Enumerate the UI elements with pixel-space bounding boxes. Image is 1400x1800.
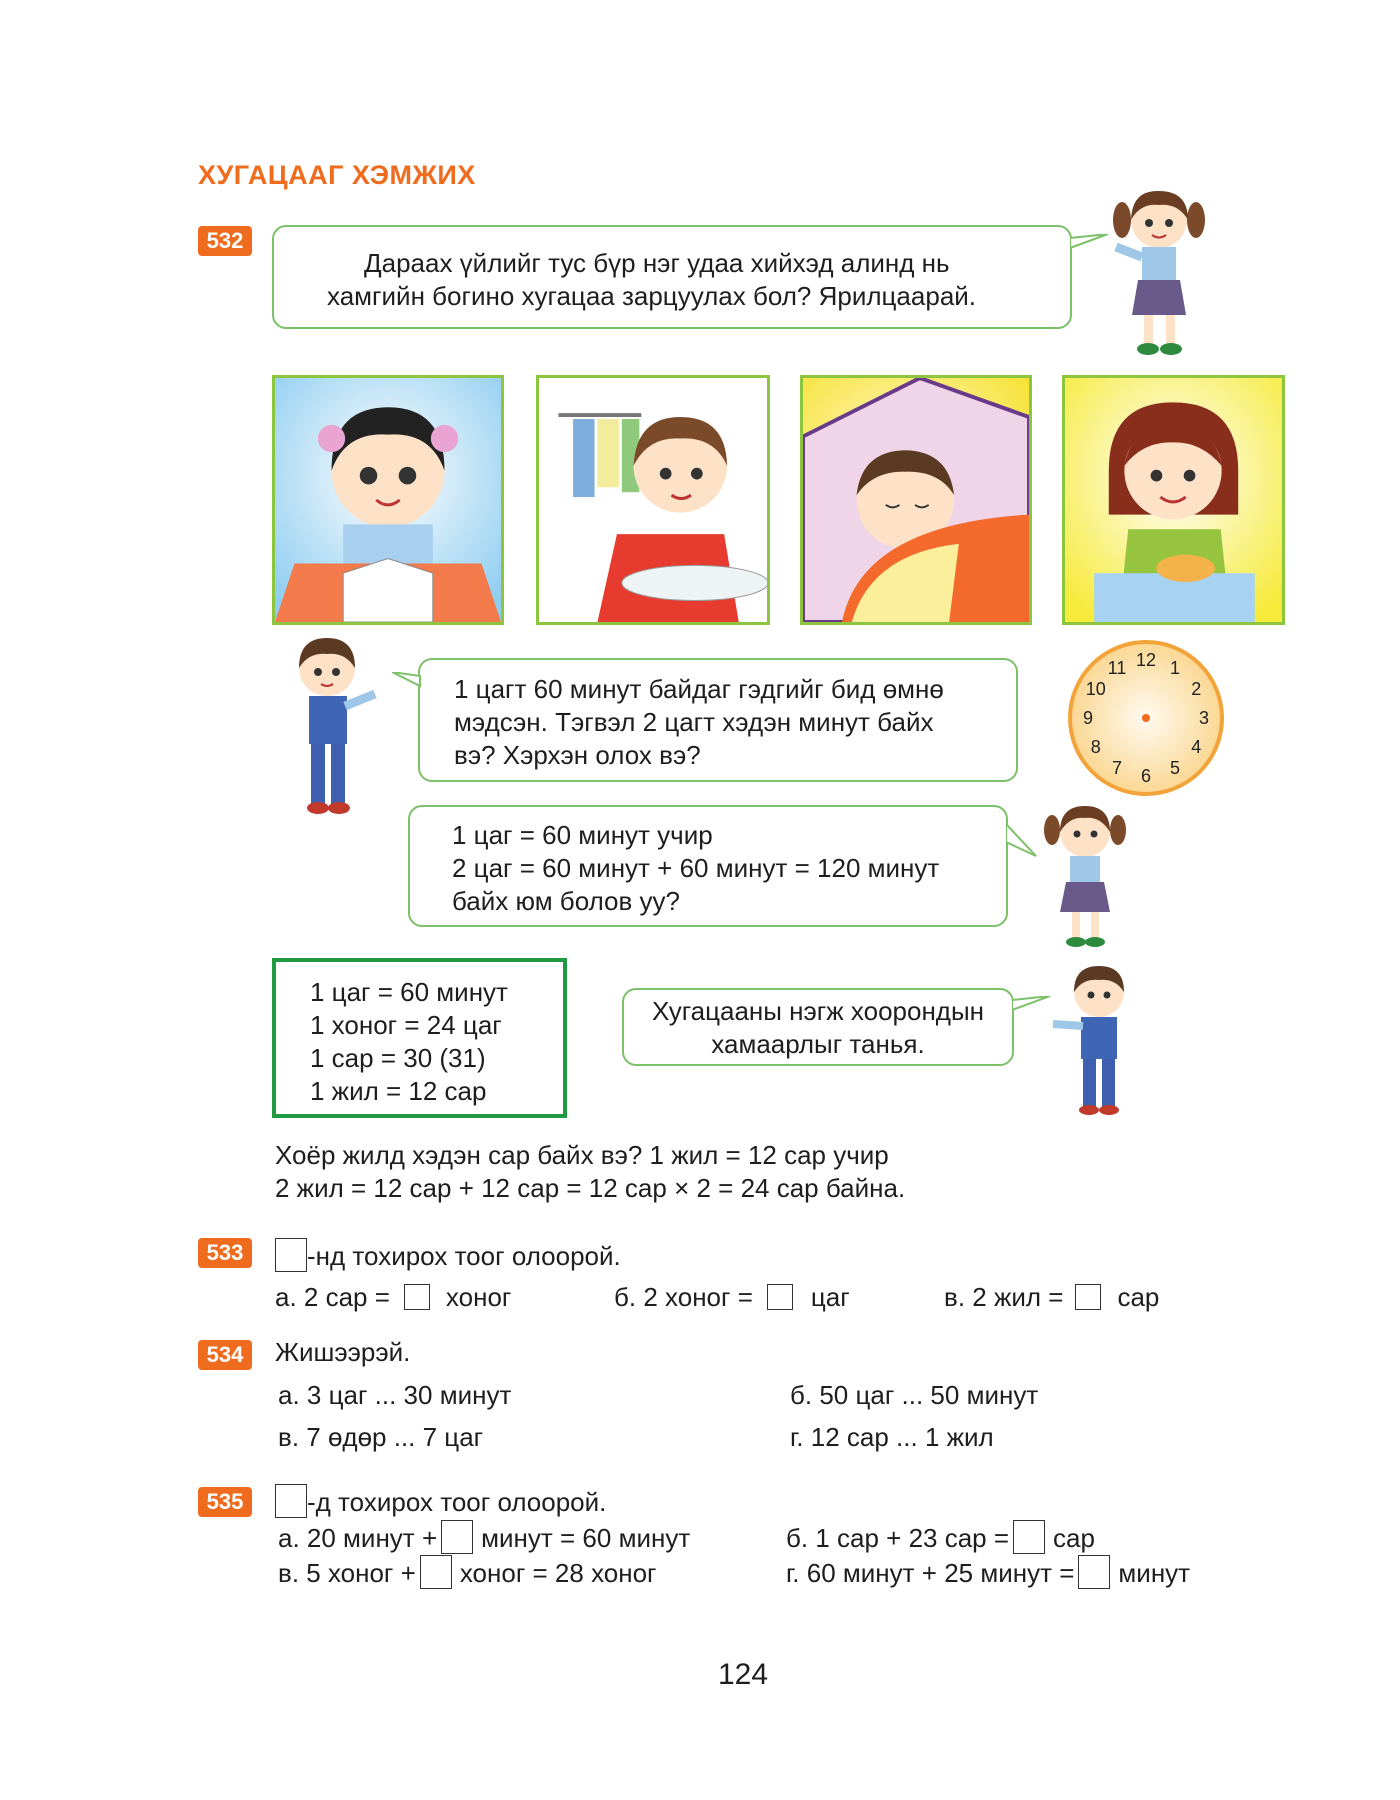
ex535-item-d: [786, 1555, 1190, 1589]
clock-number-2: 2: [1191, 679, 1202, 699]
girl-line-2: 2 цаг = 60 минут + 60 минут = 120 минут: [452, 853, 940, 883]
ex535-item-b: [786, 1520, 1095, 1554]
ex533-instruction-text: -нд тохирох тоог олоорой.: [307, 1241, 621, 1271]
panel-washing-boy: [536, 375, 770, 625]
clock-number-12: 12: [1135, 650, 1157, 670]
ex535-c-answer-box[interactable]: [420, 1555, 452, 1589]
page-number: 124: [718, 1658, 769, 1691]
girl-bubble-tail: [1006, 820, 1038, 860]
clock-number-4: 4: [1191, 737, 1202, 757]
ex534-instruction: Жишээрэй.: [275, 1337, 411, 1367]
clock-number-8: 8: [1090, 737, 1101, 757]
girl-line-3: байх юм болов уу?: [452, 886, 681, 916]
ex535-instruction: [275, 1484, 606, 1518]
panel-eating-girl: [1062, 375, 1285, 625]
ex535-b-answer-box[interactable]: [1013, 1520, 1045, 1554]
ex534-item-c: в. 7 өдөр ... 7 цаг: [278, 1422, 484, 1452]
section-title: ХУГАЦААГ ХЭМЖИХ: [198, 160, 476, 190]
ex535-c-suffix: хоног = 28 хоног: [459, 1558, 657, 1588]
ex533-a-answer-box[interactable]: [404, 1284, 430, 1310]
clock-number-6: 6: [1140, 766, 1152, 786]
ex533-c-suffix: сар: [1117, 1282, 1160, 1312]
ex535-d-prefix: г. 60 минут + 25 минут =: [786, 1558, 1075, 1588]
rule-line-2: 1 хоног = 24 цаг: [310, 1010, 502, 1040]
intro-line-2: хамгийн богино хугацаа зарцуулах бол? Ярилцаарай.: [327, 281, 977, 311]
boy-bubble-tail: [392, 672, 422, 692]
rule-line-3: 1 сар = 30 (31): [310, 1043, 486, 1073]
ex535-b-prefix: б. 1 сар + 23 сар =: [786, 1523, 1010, 1553]
rule-line-4: 1 жил = 12 сар: [310, 1076, 487, 1106]
clock-number-7: 7: [1111, 758, 1123, 779]
ex534-item-d: г. 12 сар ... 1 жил: [790, 1422, 994, 1452]
ex533-b-answer-box[interactable]: [767, 1284, 793, 1310]
clock-number-3: 3: [1198, 708, 1210, 728]
ex534-item-b: б. 50 цаг ... 50 минут: [790, 1380, 1039, 1410]
ex535-d-answer-box[interactable]: [1078, 1555, 1110, 1589]
panel-writing-girl: [272, 375, 504, 625]
ex535-a-suffix: минут = 60 минут: [481, 1523, 691, 1553]
ex534-item-a: а. 3 цаг ... 30 минут: [278, 1380, 512, 1410]
clock-number-9: 9: [1082, 708, 1094, 728]
boy2-line-1: Хугацааны нэгж хоорондын: [651, 996, 985, 1026]
clock-number-11: 11: [1107, 657, 1127, 678]
boy-speech-bubble: [418, 658, 1018, 782]
clock-number-10: 10: [1085, 679, 1106, 699]
boy-line-3: вэ? Хэрхэн олох вэ?: [454, 740, 701, 770]
ex535-item-c: [278, 1555, 657, 1589]
panel-sleeping-child: [800, 375, 1032, 625]
exercise-535-badge: 535: [198, 1487, 252, 1517]
ex535-d-suffix: минут: [1118, 1558, 1191, 1588]
ex533-b-prefix: б. 2 хоног =: [614, 1282, 753, 1312]
ex533-instruction: [275, 1238, 621, 1272]
ex533-a-prefix: а. 2 сар =: [275, 1282, 390, 1312]
ex535-a-prefix: а. 20 минут +: [278, 1523, 438, 1553]
girl-line-1: 1 цаг = 60 минут учир: [452, 820, 713, 850]
ex533-c-prefix: в. 2 жил =: [944, 1282, 1064, 1312]
girl-thinking-illustration: [1038, 800, 1133, 950]
ex533-item-b: [614, 1282, 850, 1313]
intro-line-1: Дараах үйлийг тус бүр нэг удаа хийхэд алинд нь: [364, 248, 950, 278]
ex535-c-prefix: в. 5 хоног +: [278, 1558, 416, 1588]
ex533-a-suffix: хоног: [445, 1282, 512, 1312]
wall-clock: [1066, 638, 1226, 798]
boy-pointing-illustration: [283, 630, 383, 820]
boy2-speech-bubble: [622, 988, 1014, 1066]
boy-line-2: мэдсэн. Тэгвэл 2 цагт хэдэн минут байх: [454, 707, 934, 737]
ex533-c-answer-box[interactable]: [1075, 1284, 1101, 1310]
boy2-pointing-illustration: [1045, 960, 1145, 1120]
intro-speech-bubble: [272, 225, 1072, 329]
boy2-line-2: хамаарлыг танья.: [711, 1029, 925, 1059]
time-units-rule-box: [272, 958, 567, 1118]
ex535-instruction-text: -д тохирох тоог олоорой.: [307, 1487, 607, 1517]
explanation-line-2: 2 жил = 12 сар + 12 сар = 12 сар × 2 = 24 сар байна.: [275, 1173, 906, 1203]
boy-line-1: 1 цагт 60 минут байдаг гэдгийг бид өмнө: [454, 674, 944, 704]
exercise-533-badge: 533: [198, 1238, 252, 1268]
ex533-b-suffix: цаг: [810, 1282, 850, 1312]
ex535-a-answer-box[interactable]: [441, 1520, 473, 1554]
answer-box-sample: [275, 1484, 307, 1518]
ex535-item-a: [278, 1520, 690, 1554]
explanation-line-1: Хоёр жилд хэдэн сар байх вэ? 1 жил = 12 сар учир: [275, 1140, 889, 1170]
ex535-b-suffix: сар: [1053, 1523, 1095, 1553]
clock-number-1: 1: [1169, 657, 1181, 678]
rule-line-1: 1 цаг = 60 минут: [310, 977, 508, 1007]
girl-pointing-illustration: [1108, 185, 1218, 360]
clock-number-5: 5: [1169, 758, 1181, 779]
intro-bubble-tail: [1070, 234, 1110, 254]
exercise-534-badge: 534: [198, 1340, 252, 1370]
exercise-532-badge: 532: [198, 226, 252, 256]
girl-speech-bubble: [408, 805, 1008, 927]
answer-box-sample: [275, 1238, 307, 1272]
ex533-item-a: [275, 1282, 511, 1313]
ex533-item-c: [944, 1282, 1159, 1313]
